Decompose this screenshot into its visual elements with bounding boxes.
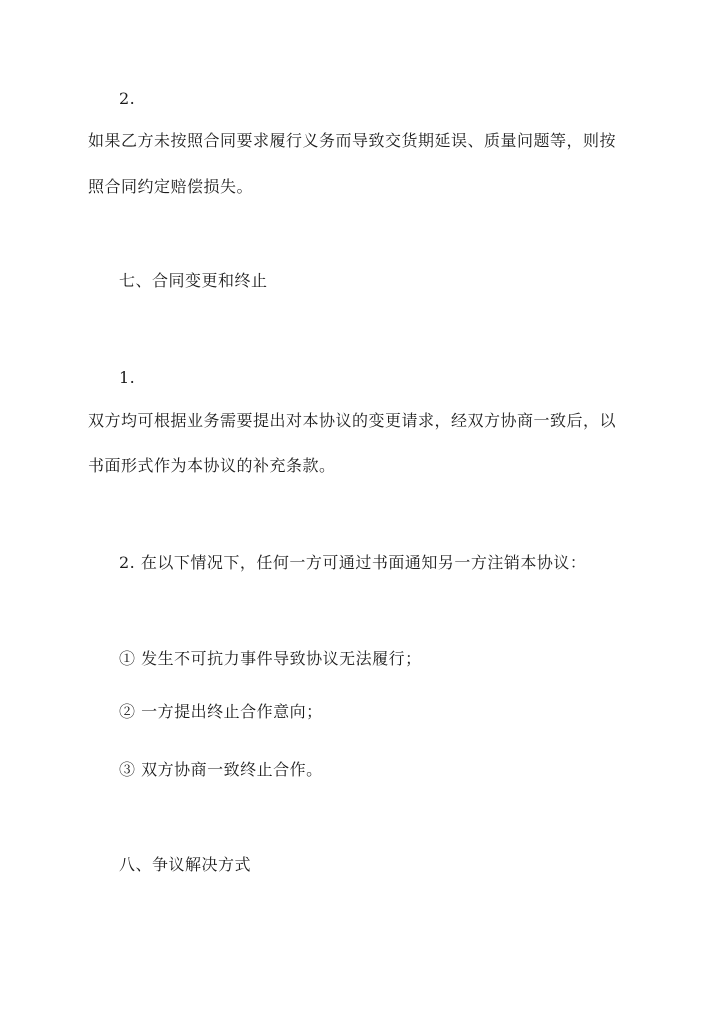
clause-text-line: 书面形式作为本协议的补充条款。: [88, 456, 336, 475]
clause-text-line: 如果乙方未按照合同要求履行义务而导致交货期延误、质量问题等，则按: [88, 131, 617, 150]
list-item: ③ 双方协商一致终止合作。: [119, 760, 323, 779]
clause-text-line: 双方均可根据业务需要提出对本协议的变更请求，经双方协商一致后，以: [88, 411, 617, 430]
clause-text-line: 照合同约定赔偿损失。: [88, 177, 254, 196]
clause-number: 2.: [119, 89, 136, 108]
clause-text-line: 2. 在以下情况下，任何一方可通过书面通知另一方注销本协议：: [119, 553, 587, 572]
section-heading: 七、合同变更和终止: [119, 271, 268, 290]
clause-number: 1.: [119, 368, 136, 387]
section-heading: 八、争议解决方式: [119, 855, 252, 874]
list-item: ② 一方提出终止合作意向；: [119, 702, 323, 721]
list-item: ① 发生不可抗力事件导致协议无法履行；: [119, 649, 422, 668]
